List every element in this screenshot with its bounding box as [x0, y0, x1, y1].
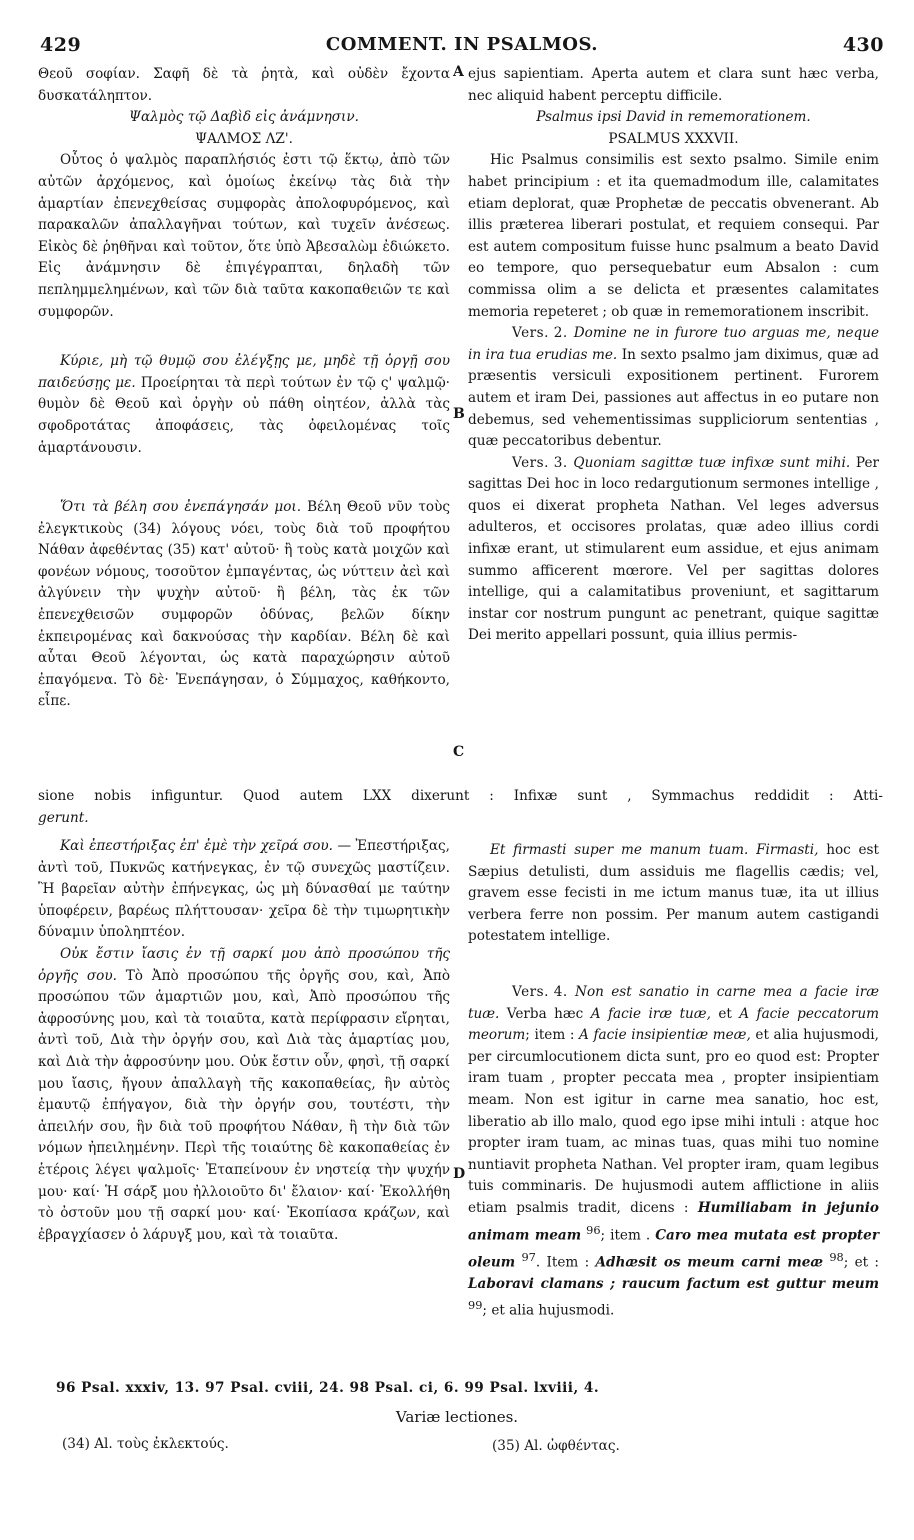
- variant-reading-34: (34) Al. τοὺς ἐκλεκτούς.: [62, 1436, 229, 1452]
- greek-paragraph-2: Οὗτος ὁ ψαλμὸς παραπλήσιός ἐστι τῷ ἕκτῳ, ἀπὸ τῶν αὐτῶν ἀρχόμενος, καὶ ὁμοίως ἐκείνῳ τὰς διὰ τὴν ἁμαρτίαν ἐπενεχθείσας συμφορὰς ἀπολοφυρόμενος, καὶ παρακαλῶν ἀπαλλαγῆναι τούτων, καὶ τυχεῖν ἀνέσεως. Εἰκὸς δὲ ῥηθῆναι καὶ τοῦτον, ὅτε ὑπὸ Ἀβεσαλὼμ ἐδιώκετο. Εἰς ἀνάμνησιν δὲ ἐπιγέγραπται, δηλαδὴ τῶν πεπλημμελημένων, καὶ τῶν διὰ ταῦτα κακοπαθειῶν τε καὶ συμφορῶν.: [38, 152, 450, 320]
- latin-lemma-verse-3: Quoniam sagittæ tuæ infixæ sunt mihi.: [573, 454, 851, 471]
- latin-text-segment: ; et alia hujusmodi.: [482, 1302, 615, 1319]
- greek-paragraph-6: [38, 944, 450, 1246]
- greek-lemma-verse-3b: Καὶ ἐπεστήριξας ἐπ' ἐμὲ τὴν χεῖρά σου.: [60, 838, 333, 854]
- latin-column-lower: [468, 840, 879, 1322]
- latin-commentary-verse-2: In sexto psalmo jam diximus, quæ ad præsentis versiculi expositionem pertinent. Furorem autem et iram Dei, passiones aut affectus in eo putare non debemus, sed vehementissimas suppliciorum sententias , quæ peccatoribus debentur.: [468, 346, 879, 450]
- running-title: COMMENT. IN PSALMOS.: [325, 34, 599, 55]
- running-header: [40, 34, 884, 60]
- latin-quotation: Humiliabam in jejunio animam meam: [468, 1199, 879, 1244]
- latin-italic-phrase: A facie peccatorum meorum: [468, 1005, 879, 1044]
- latin-text-segment: et alia hujusmodi, per circumlocutionem dicta sunt, pro eo quod est: Propter iram tuam , propter peccata mea , propter insipientiam meam. Non est igitur in carne mea sanatio, hoc est, liberatio ab illo malo, quod ego ipse mihi intuli : atque hoc propter iram tuam, ac minas tuas, quas mihi tuo nomine nuntiavit propheta Nathan. Vel propter iram, quam legibus tuis comminaris. De hujusmodi autem afflictione in aliis etiam psalmis tradit, dicens :: [468, 1027, 879, 1216]
- margin-letter-b: B: [453, 406, 465, 422]
- latin-lemma-verse-2: Domine ne in furore tuo arguas me, neque in ira tua erudias me.: [468, 325, 879, 363]
- margin-letter-c: C: [453, 744, 465, 760]
- page-number-left: 429: [40, 34, 82, 56]
- footnote-marker: 99: [468, 1298, 483, 1313]
- greek-paragraph-4: [38, 497, 450, 713]
- latin-commentary-verse-3: Per sagittas Dei hoc in loco redargutionum sermones intellige , quos ei dixerat propheta Nathan. Vel leges adversus adulteros, et occisores prolatas, quæ adeo illius cordi infixæ erant, ut stimularent eum assidue, et ejus animam summo afficerent mœrore. Vel per sagittas dolores intellige, qui a calamitatibus proveniunt, et sagittarum instar cor nostrum pungunt ac penetrant, quique sagittæ Dei merito appellari possunt, quia illius permis-: [468, 454, 880, 644]
- page-number-right: 430: [842, 34, 884, 56]
- latin-lemma-firmasti: Firmasti,: [756, 842, 819, 858]
- latin-quotation: Caro mea mutata est propter oleum: [468, 1227, 879, 1271]
- latin-italic-phrase: A facie iræ tuæ,: [590, 1005, 711, 1022]
- latin-text-segment: Verba hæc: [506, 1005, 584, 1022]
- latin-paragraph-1: ejus sapientiam. Aperta autem et clara sunt hæc verba, nec aliquid habent perceptu difficile.: [468, 66, 879, 104]
- variant-reading-35: (35) Al. ὠφθέντας.: [492, 1438, 620, 1454]
- greek-paragraph-3: [38, 351, 450, 459]
- greek-commentary-verse-3: Βέλη Θεοῦ νῦν τοὺς ἐλεγκτικοὺς (34) λόγους νόει, τοὺς διὰ τοῦ προφήτου Νάθαν ἀφεθέντας (35) κατ' αὐτοῦ· ἢ τοὺς κατὰ μοιχῶν καὶ φονέων νόμους, τοσοῦτον ἐμπαγέντας, ὡς νύττειν ἀεὶ καὶ ἀλγύνειν τὴν ψυχὴν αὐτοῦ· ἢ βέλη, τὰς ἐκ τῶν ἐπενεχθεισῶν συμφορῶν ὀδύνας, βελῶν δίκην ἐκπειρομένας καὶ δακνούσας τὴν καρδίαν. Βέλη δὲ καὶ αὗται Θεοῦ λέγονται, ὡς κατὰ παραχώρησιν αὐτοῦ ἐπαγόμενα. Τὸ δὲ· Ἐνεπάγησαν, ὁ Σύμμαχος, καθήκοντο, εἶπε.: [38, 499, 450, 710]
- latin-paragraph-5: [468, 840, 879, 948]
- footnote-marker: 98: [829, 1249, 844, 1264]
- verse-label-4: Vers. 4.: [512, 983, 568, 1000]
- latin-psalm-number: PSALMUS XXXVII.: [608, 130, 739, 147]
- latin-quotation: Adhæsit os meum carni meæ: [595, 1254, 824, 1271]
- latin-lemma-verse-4: Non est sanatio in carne mea a facie iræ tuæ.: [468, 983, 879, 1022]
- margin-letter-a: A: [453, 64, 464, 80]
- greek-commentary-verse-3b: — Ἐπεστήριξας, ἀντὶ τοῦ, Πυκνῶς κατήνεγκας, ἐν τῷ συνεχῶς μαστίζειν. Ἢ βαρεῖαν αὐτὴν ἐπήνεγκας, ὡς μὴ δύνασθαί με ταύτην ὑποφέρειν, βαρέως πλήττουσαν· χεῖρα δὲ τὴν τιμωρητικὴν δύναμιν ὑποληπτέον.: [38, 838, 450, 941]
- margin-letter-d: D: [453, 1166, 466, 1182]
- greek-column: [38, 64, 450, 713]
- latin-paragraph-6: [468, 982, 879, 1323]
- latin-text-segment: et: [718, 1005, 732, 1022]
- latin-italic-phrase: A facie insipientiæ meæ,: [579, 1027, 751, 1044]
- latin-paragraph-3: [468, 323, 879, 453]
- spanning-latin-line: sione nobis infiguntur. Quod autem LXX dixerunt : Infixæ sunt , Symmachus reddidit : Atti-: [38, 788, 883, 804]
- greek-psalm-number: ΨΑΛΜΟΣ ΛΖ'.: [195, 130, 293, 147]
- latin-paragraph-2: Hic Psalmus consimilis est sexto psalmo. Simile enim habet principium : et ita quemadmodum ille, calamitates etiam deplorat, quæ Prophetæ de peccatis obvenerant. Ab illis præterea liberari postulat, et requiem consequi. Par est autem compositum fuisse hunc psalmum a beato David eo tempore, quo persequebatur eum Absalon : cum commissa olim a se delicta et præsentes calamitates memoria repeteret ; ob quæ in rememorationem inscribit.: [468, 152, 879, 320]
- spanning-latin-line-end: gerunt.: [38, 810, 89, 826]
- scripture-references: 96 Psal. xxxiv, 13. 97 Psal. cviii, 24. 98 Psal. ci, 6. 99 Psal. lxviii, 4.: [56, 1380, 600, 1396]
- footnote-marker: 96: [586, 1222, 601, 1237]
- greek-paragraph-1: Θεοῦ σοφίαν. Σαφῆ δὲ τὰ ῥητὰ, καὶ οὐδὲν ἔχοντα δυσκατάληπτον.: [38, 66, 450, 104]
- latin-psalm-inscription: Psalmus ipsi David in rememorationem.: [536, 109, 811, 126]
- latin-commentary-verse-3b: hoc est Sæpius detulisti, dum assiduis me flagellis cædis; vel, gravem esse fecisti in me ictum manus tuæ, ita ut illius verbera ferre non possim. Per manum autem castigandi potestatem intellige.: [468, 842, 879, 945]
- latin-column: [468, 64, 879, 647]
- greek-lemma-verse-3: Ὅτι τὰ βέλη σου ἐνεπάγησάν μοι.: [60, 499, 302, 516]
- greek-commentary-verse-2: Προείρηται τὰ περὶ τούτων ἐν τῷ ς' ψαλμῷ· θυμὸν δὲ Θεοῦ καὶ ὀργὴν οὐ πάθη οἰητέον, ἀλλὰ τὰς σφοδροτάτας ἀποφάσεις, τὰς ὀφειλομένας τοῖς ἁμαρτάνουσιν.: [38, 374, 450, 456]
- latin-text-segment: ; et :: [843, 1254, 880, 1271]
- latin-lemma-verse-3b: Et firmasti super me manum tuam.: [490, 842, 749, 858]
- greek-column-lower: [38, 836, 450, 1246]
- latin-quotation: Laboravi clamans ; raucum factum est guttur meum: [468, 1275, 879, 1292]
- greek-paragraph-5: [38, 836, 450, 944]
- greek-commentary-verse-4: Τὸ Ἀπὸ προσώπου τῆς ὀργῆς σου, καὶ, Ἀπὸ προσώπου τῶν ἁμαρτιῶν μου, καὶ, Ἀπὸ προσώπου τῆς ἀφροσύνης μου, καὶ τὰ τοιαῦτα, κατὰ περίφρασιν εἴρηται, ἀντὶ τοῦ, Διὰ τὴν ὀργήν σου, καὶ Διὰ τὰς ἁμαρτίας μου, καὶ Διὰ τὴν ἀφροσύνην μου. Οὐκ ἔστιν οὖν, φησὶ, τῇ σαρκί μου ἴασις, ἤγουν ἀπαλλαγὴ τῆς κακοπαθείας, ἣν αὐτὸς ἐμαυτῷ ἐπήγαγον, διὰ τὴν ὀργήν σου, τουτέστι, τὴν ἀπειλήν σου, ἣν διὰ τοῦ προφήτου Νάθαν, ἢ τὴν διὰ τῶν νόμων ἠπειλημένην. Περὶ τῆς τοιαύτης δὲ κακοπαθείας ἐν ἑτέροις λέγει ψαλμοῖς· Ἐταπείνουν ἐν νηστείᾳ τὴν ψυχήν μου· καί· Ἡ σάρξ μου ἠλλοιοῦτο δι' ἔλαιον· καί· Ἐκολλήθη τὸ ὀστοῦν μου τῇ σαρκί μου· καί· Ἐκοπίασα κράζων, καὶ ἐβραγχίασεν ὁ λάρυγξ μου, καὶ τὰ τοιαῦτα.: [38, 967, 450, 1243]
- latin-text-segment: ; item .: [600, 1227, 651, 1244]
- latin-text-segment: ; item :: [525, 1027, 575, 1044]
- latin-paragraph-4: [468, 453, 879, 647]
- greek-lemma-verse-4: Οὐκ ἔστιν ἴασις ἐν τῇ σαρκί μου ἀπὸ προσώπου τῆς ὀργῆς σου.: [38, 945, 450, 984]
- variae-lectiones-heading: Variæ lectiones.: [395, 1408, 519, 1426]
- footnote-marker: 97: [521, 1249, 536, 1264]
- greek-psalm-inscription: Ψαλμὸς τῷ Δαβὶδ εἰς ἀνάμνησιν.: [129, 109, 359, 126]
- greek-lemma-verse-2: Κύριε, μὴ τῷ θυμῷ σου ἐλέγξῃς με, μηδὲ τῇ ὀργῇ σου παιδεύσῃς με.: [38, 353, 450, 391]
- latin-text-segment: . Item :: [535, 1254, 590, 1271]
- verse-label-2: Vers. 2.: [512, 325, 568, 342]
- verse-label-3: Vers. 3.: [512, 454, 568, 471]
